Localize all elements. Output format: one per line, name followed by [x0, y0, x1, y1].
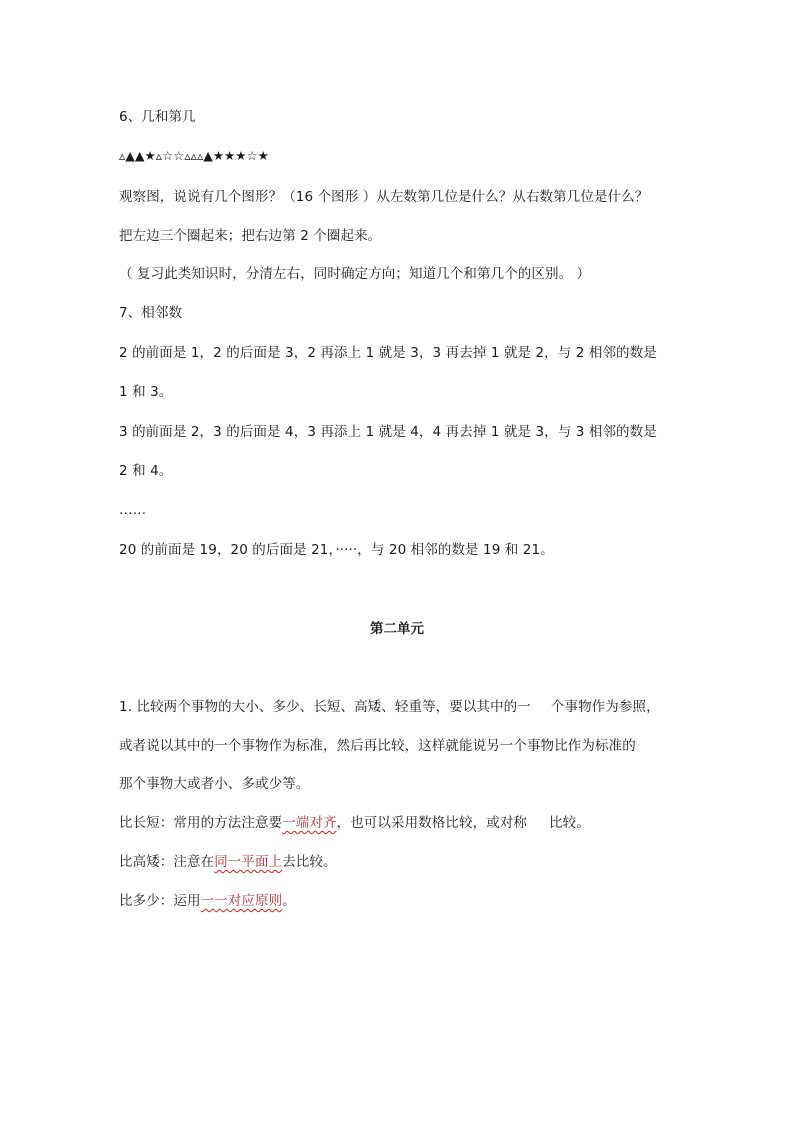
align-one-end: 一端对齐: [282, 815, 337, 831]
adjacent-3-line2: 2 和 4。: [119, 463, 173, 479]
compare-quantity-a: 比多少：运用: [119, 893, 201, 909]
unit-2-title: 第二单元: [370, 621, 424, 637]
compare-intro-line1-b: 个事物作为参照，: [550, 699, 660, 715]
compare-intro-line3: 那个事物大或者小、多或少等。: [119, 776, 310, 792]
same-plane: 同一平面上: [214, 854, 283, 870]
adjacent-3-line1: 3 的前面是 2，3 的后面是 4，3 再添上 1 就是 4，4 再去掉 1 就是 3，与 3 相邻的数是: [119, 424, 657, 440]
section-7-heading: 7、相邻数: [119, 305, 183, 321]
compare-quantity: [119, 891, 296, 911]
circle-instruction: 把左边三个圈起来；把右边第 2 个圈起来。: [119, 228, 382, 244]
compare-intro-line2: 或者说以其中的一个事物作为标准，然后再比较，这样就能说另一个事物比作为标准的: [119, 738, 636, 754]
one-to-one-principle: 一一对应原则: [200, 893, 283, 909]
compare-height-a: 比高矮：注意在: [119, 854, 215, 870]
adjacent-20-line: 20 的前面是 19，20 的后面是 21，·····，与 20 相邻的数是 19 和 21。: [119, 542, 554, 558]
compare-height-c: 去比较。: [282, 854, 337, 870]
shape-sequence: ▵▲▲★▵☆☆▵▵▵▲★★★☆★: [119, 148, 269, 163]
compare-length-c: ，也可以采用数格比较，或对称: [336, 815, 528, 831]
compare-intro-line1-a: 1. 比较两个事物的大小、多少、长短、高矮、轻重等，要以其中的一: [119, 699, 531, 715]
review-note: （ 复习此类知识时，分清左右，同时确定方向；知道几个和第几个的区别。 ）: [119, 266, 591, 282]
compare-length: [119, 813, 590, 833]
compare-length-d: 比较。: [549, 815, 590, 831]
adjacent-2-line1: 2 的前面是 1，2 的后面是 3，2 再添上 1 就是 3，3 再去掉 1 就是 2，与 2 相邻的数是: [119, 345, 657, 361]
observe-question: 观察图，说说有几个图形？（16 个图形 ）从左数第几位是什么？从右数第几位是什么？: [119, 189, 649, 205]
ellipsis: ……: [119, 502, 147, 518]
section-6-heading: 6、几和第几: [119, 109, 196, 125]
compare-quantity-c: 。: [282, 893, 296, 909]
adjacent-2-line2: 1 和 3。: [119, 384, 173, 400]
compare-length-a: 比长短：常用的方法注意要: [119, 815, 283, 831]
compare-intro-line1: [119, 697, 660, 717]
compare-height: [119, 852, 337, 872]
